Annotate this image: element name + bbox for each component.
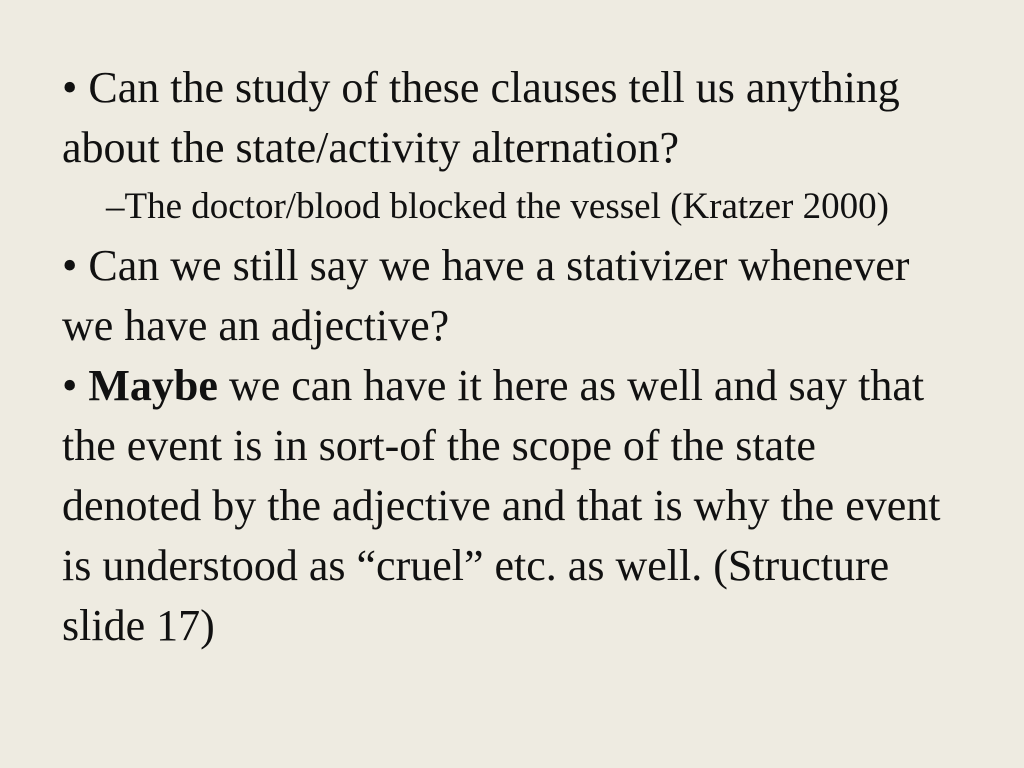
sub-bullet-1 <box>106 182 962 232</box>
bullet-marker: • <box>62 361 78 410</box>
bullet-2 <box>62 236 962 356</box>
dash-marker: – <box>106 186 125 227</box>
bullet-1-text: Can the study of these clauses tell us anything about the state/activity alternation? <box>62 63 900 172</box>
bullet-3-bold-text: Maybe <box>88 361 218 410</box>
bullet-1 <box>62 58 962 178</box>
bullet-3 <box>62 356 962 656</box>
bullet-3-text: we can have it here as well and say that the event is in sort-of the scope of the state denoted by the adjective and that is why the event is understood as “cruel” etc. as well. (Structure slide 17) <box>62 361 941 650</box>
bullet-marker: • <box>62 241 78 290</box>
bullet-2-text: Can we still say we have a stativizer whenever we have an adjective? <box>62 241 910 350</box>
sub-bullet-1-text: The doctor/blood blocked the vessel (Kratzer 2000) <box>124 186 889 227</box>
bullet-marker: • <box>62 63 78 112</box>
